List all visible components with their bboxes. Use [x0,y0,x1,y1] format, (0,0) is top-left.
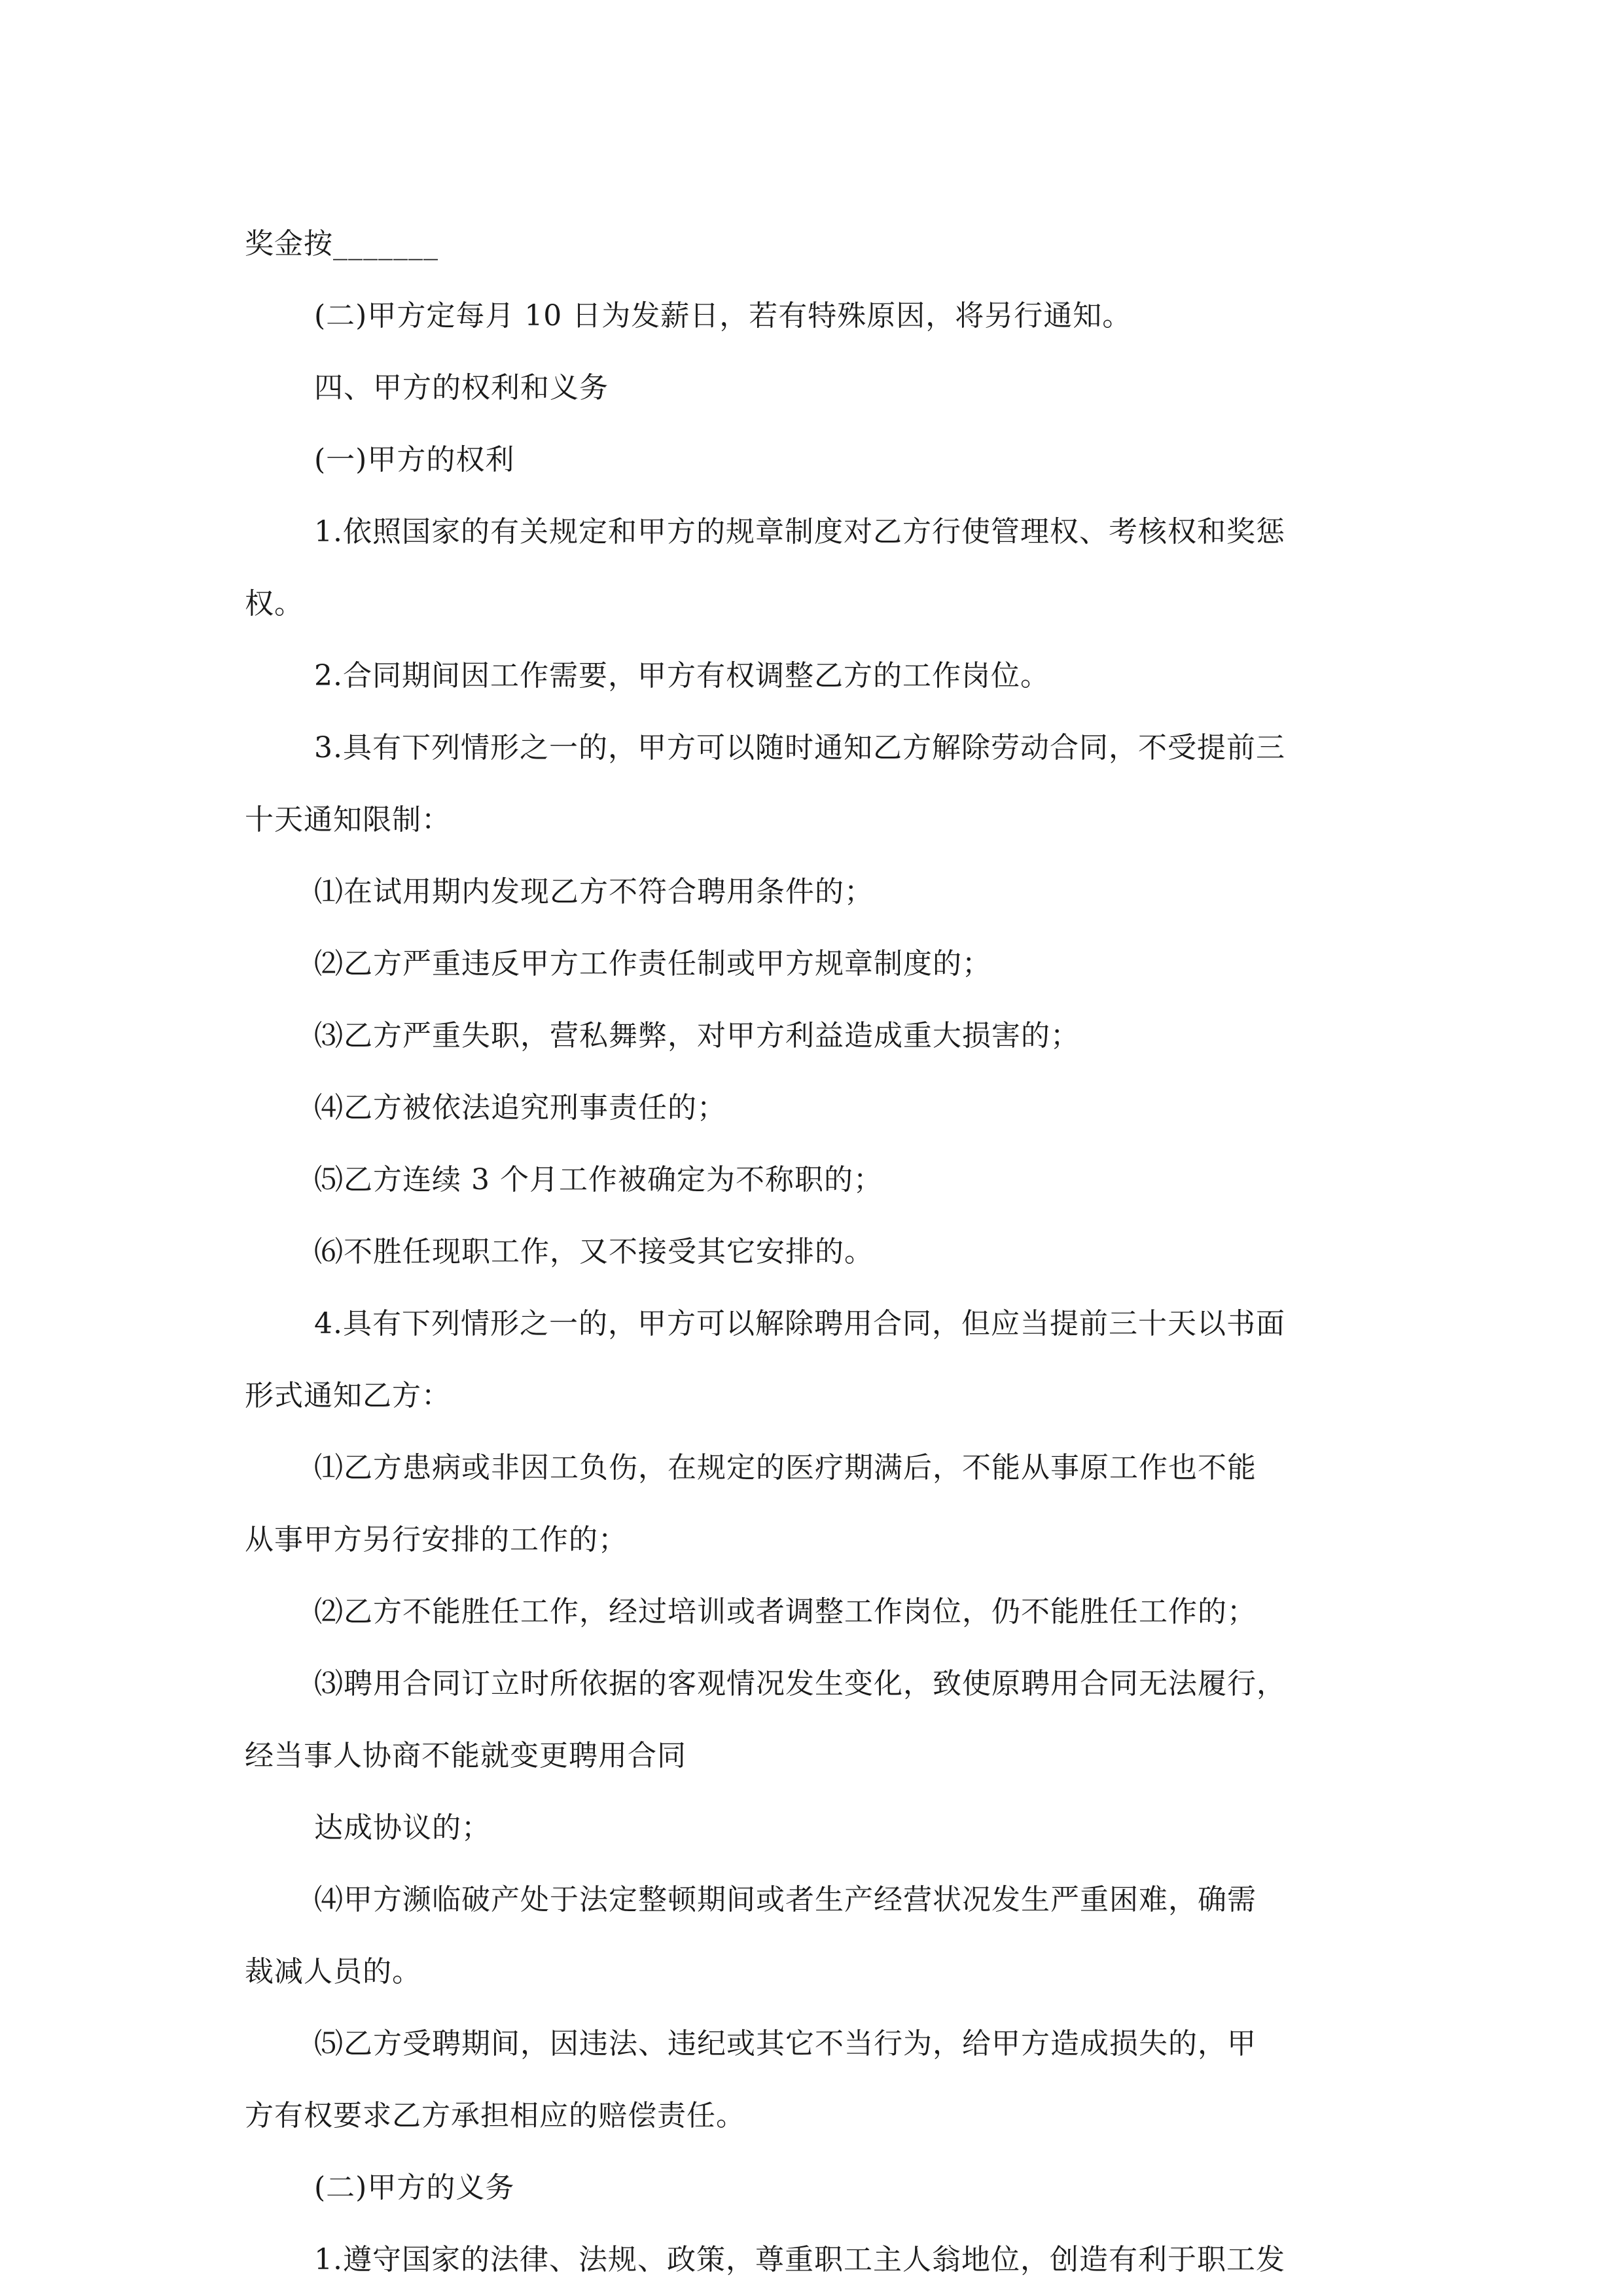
paragraph-line: 裁减人员的。 [245,1955,421,1988]
paragraph-line: 1.遵守国家的法律、法规、政策，尊重职工主人翁地位，创造有利于职工发 [314,2243,1285,2276]
paragraph-line: 四、甲方的权利和义务 [314,371,609,404]
paragraph-line: 方有权要求乙方承担相应的赔偿责任。 [245,2099,745,2132]
paragraph-line: ⑴在试用期内发现乙方不符合聘用条件的； [314,875,874,908]
paragraph-line: ⑸乙方连续 3 个月工作被确定为不称职的； [314,1163,883,1196]
paragraph-line: ⑷甲方濒临破产处于法定整顿期间或者生产经营状况发生严重困难，确需 [314,1883,1257,1916]
paragraph-line: 权。 [245,587,304,620]
paragraph-line: (二)甲方的义务 [314,2171,515,2204]
paragraph-line: ⑴乙方患病或非因工负伤，在规定的医疗期满后，不能从事原工作也不能 [314,1451,1257,1484]
paragraph-line: ⑸乙方受聘期间，因违法、违纪或其它不当行为，给甲方造成损失的，甲 [314,2027,1257,2060]
paragraph-line: 从事甲方另行安排的工作的； [245,1523,628,1556]
paragraph-line: 达成协议的； [314,1811,491,1844]
paragraph-line: 4.具有下列情形之一的，甲方可以解除聘用合同，但应当提前三十天以书面 [314,1307,1285,1340]
paragraph-line: 奖金按_______ [245,227,438,260]
paragraph-line: ⑶乙方严重失职，营私舞弊，对甲方利益造成重大损害的； [314,1019,1080,1052]
paragraph-line: (二)甲方定每月 10 日为发薪日，若有特殊原因，将另行通知。 [314,299,1132,332]
paragraph-line: 1.依照国家的有关规定和甲方的规章制度对乙方行使管理权、考核权和奖惩 [314,515,1285,548]
paragraph-line: ⑵乙方不能胜任工作，经过培训或者调整工作岗位，仍不能胜任工作的； [314,1595,1257,1628]
paragraph-line: 十天通知限制： [245,803,451,836]
paragraph-line: 形式通知乙方： [245,1379,451,1412]
paragraph-line: (一)甲方的权利 [314,443,515,476]
paragraph-line: 经当事人协商不能就变更聘用合同 [245,1739,687,1772]
paragraph-line: 2.合同期间因工作需要，甲方有权调整乙方的工作岗位。 [314,659,1050,692]
paragraph-line: 3.具有下列情形之一的，甲方可以随时通知乙方解除劳动合同，不受提前三 [314,731,1285,764]
paragraph-line: ⑶聘用合同订立时所依据的客观情况发生变化，致使原聘用合同无法履行， [314,1667,1286,1700]
document-body [245,208,1383,2296]
paragraph-line: ⑷乙方被依法追究刑事责任的； [314,1091,726,1124]
paragraph-line: ⑹不胜任现职工作，又不接受其它安排的。 [314,1235,874,1268]
paragraph-line: ⑵乙方严重违反甲方工作责任制或甲方规章制度的； [314,947,991,980]
